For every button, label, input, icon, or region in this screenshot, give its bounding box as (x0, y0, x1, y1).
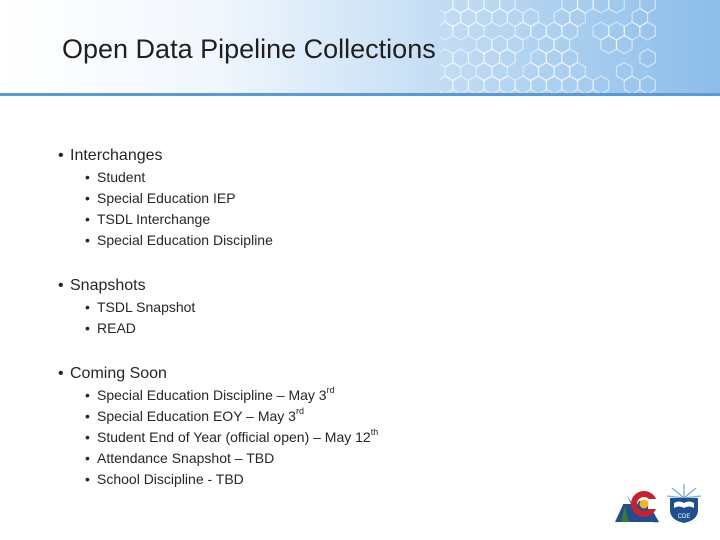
bullet-content (58, 145, 678, 490)
list-item: • TSDL Interchange (85, 209, 678, 230)
hexagon-shape (484, 0, 500, 13)
hexagon-shape (562, 76, 578, 93)
hexagon-shape (601, 36, 617, 54)
hexagon-shape (500, 76, 515, 93)
hexagon-shape (531, 76, 547, 93)
hexagon-shape (593, 76, 609, 93)
hexagon-shape (593, 0, 609, 13)
hexagon-shape (562, 0, 578, 13)
hexagon-shape (453, 22, 469, 40)
hexagon-shape (617, 36, 633, 54)
hexagon-shape (578, 76, 594, 93)
list-item: • Special Education EOY – May 3rd (85, 406, 678, 427)
hexagon-pattern-decoration (440, 0, 720, 93)
list-item: • School Discipline - TBD (85, 469, 678, 490)
hexagon-shape (440, 76, 453, 93)
list-item: • Attendance Snapshot – TBD (85, 448, 678, 469)
section-heading: • Interchanges (58, 145, 678, 167)
cde-logo (664, 482, 704, 524)
title-banner (0, 0, 720, 93)
svg-text:CO: CO (654, 520, 659, 524)
list-item: • TSDL Snapshot (85, 297, 678, 318)
list-item: • Special Education Discipline – May 3rd (85, 385, 678, 406)
list-item: • Special Education IEP (85, 188, 678, 209)
section-interchanges (58, 145, 678, 251)
hexagon-shape (468, 0, 484, 13)
list-item: • Special Education Discipline (85, 230, 678, 251)
hexagon-shape (492, 9, 508, 27)
hexagon-shape (546, 76, 562, 93)
hexagon-shape (440, 22, 453, 40)
hexagon-shape (578, 0, 594, 13)
hexagon-shape (453, 76, 469, 93)
slide-title: Open Data Pipeline Collections (62, 34, 436, 64)
section-coming-soon (58, 363, 678, 490)
section-heading: • Snapshots (58, 275, 678, 297)
bullet-list (58, 167, 678, 251)
hexagon-shape (640, 22, 656, 40)
section-heading: • Coming Soon (58, 363, 678, 385)
title-divider (0, 93, 720, 96)
bullet-list (58, 297, 678, 339)
hexagon-shape (640, 76, 656, 93)
svg-text:CDE: CDE (677, 514, 691, 520)
hexagon-shape (624, 76, 640, 93)
hexagon-shape (640, 49, 656, 67)
colorado-logo (613, 482, 661, 524)
hexagon-shape (440, 0, 453, 13)
hexagon-shape (609, 0, 625, 13)
hexagon-shape (468, 76, 484, 93)
bullet-list (58, 385, 678, 490)
list-item: • Student (85, 167, 678, 188)
hexagon-shape (484, 76, 500, 93)
hexagon-shape (453, 0, 469, 13)
section-snapshots (58, 275, 678, 339)
hexagon-shape (640, 0, 656, 13)
list-item: • Student End of Year (official open) – May 12th (85, 427, 678, 448)
list-item: • READ (85, 318, 678, 339)
hexagon-shape (500, 0, 515, 13)
hexagon-shape (515, 76, 531, 93)
